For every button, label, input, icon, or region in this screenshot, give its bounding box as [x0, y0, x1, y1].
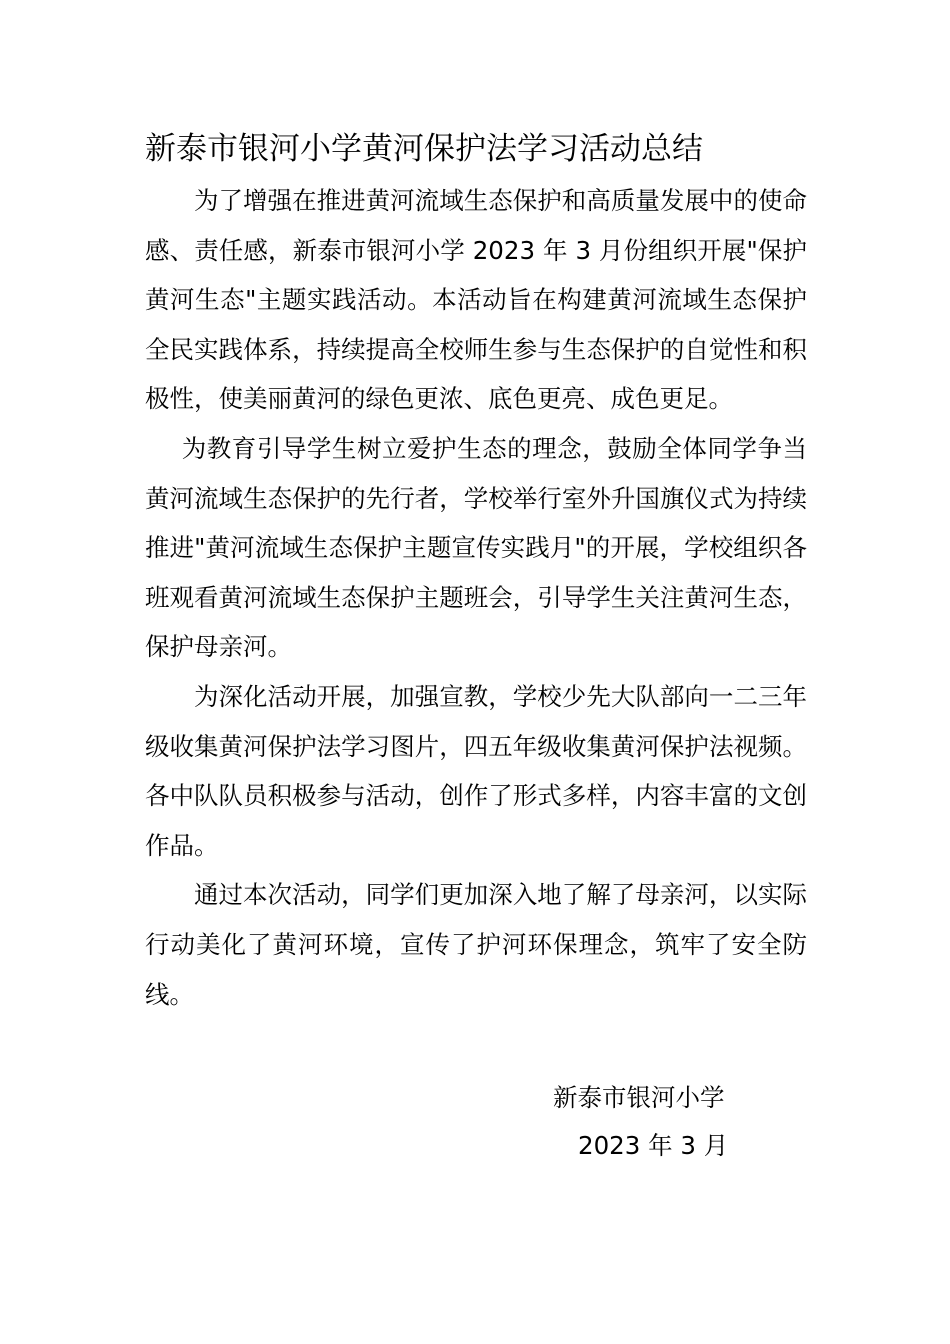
paragraph-3: 为深化活动开展，加强宣教，学校少先大队部向一二三年级收集黄河保护法学习图片，四五年级收集黄河保护法视频。各中队队员积极参与活动，创作了形式多样，内容丰富的文创作品。 [145, 681, 807, 860]
paragraph-4: 通过本次活动，同学们更加深入地了解了母亲河，以实际行动美化了黄河环境，宣传了护河环保理念，筑牢了安全防线。 [145, 880, 807, 1009]
document-body [145, 176, 807, 1019]
document-title: 新泰市银河小学黄河保护法学习活动总结 [145, 131, 703, 167]
document-date: 2023 年 3 月 [578, 1131, 729, 1160]
paragraph-2: 为教育引导学生树立爱护生态的理念，鼓励全体同学争当黄河流域生态保护的先行者，学校举行室外升国旗仪式为持续推进"黄河流域生态保护主题宣传实践月"的开展，学校组织各班观看黄河流域生态保护主题班会，引导学生关注黄河生态，保护母亲河。 [145, 433, 807, 662]
signature: 新泰市银河小学 [553, 1083, 725, 1112]
paragraph-1: 为了增强在推进黄河流域生态保护和高质量发展中的使命感、责任感，新泰市银河小学 2023 年 3 月份组织开展"保护黄河生态"主题实践活动。本活动旨在构建黄河流域生态保护全民实践体系，持续提高全校师生参与生态保护的自觉性和积极性，使美丽黄河的绿色更浓、底色更亮、成色更足。 [145, 186, 807, 414]
